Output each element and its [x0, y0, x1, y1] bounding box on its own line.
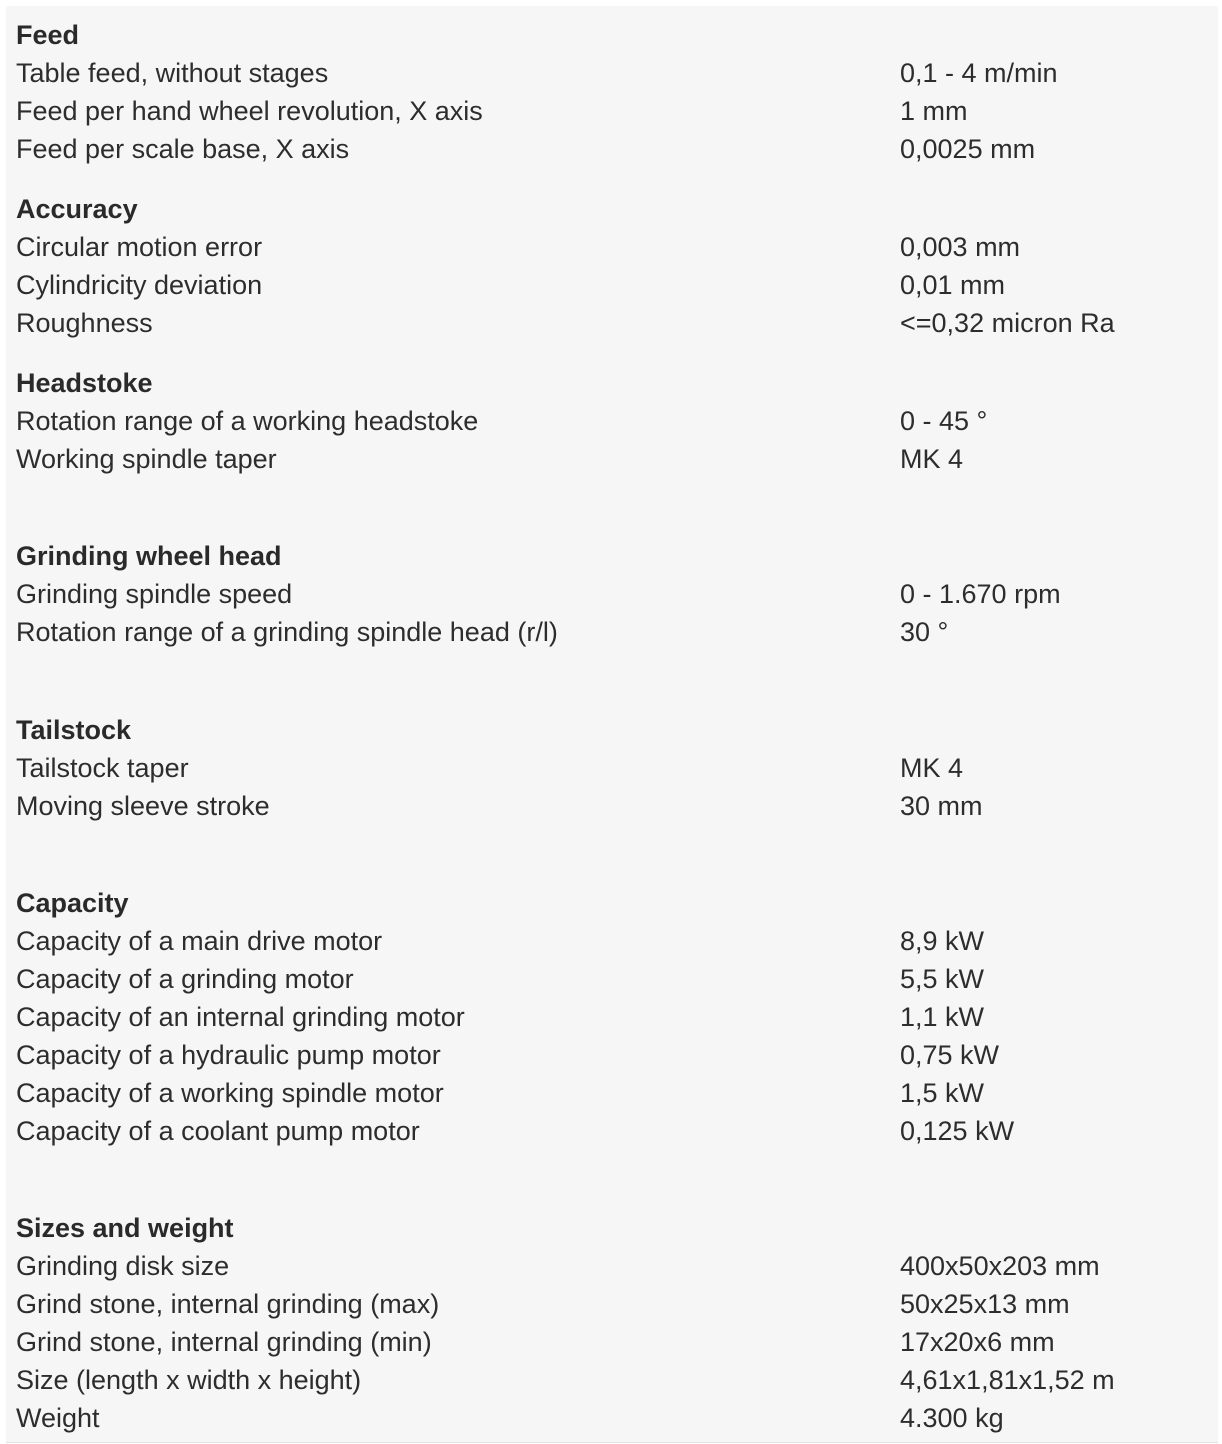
section-title-accuracy: Accuracy: [16, 194, 138, 224]
spec-value: 30 mm: [900, 791, 983, 821]
spec-label: Feed per scale base, X axis: [16, 134, 350, 164]
spec-label: Working spindle taper: [16, 444, 277, 474]
spec-row: [6, 1362, 1218, 1400]
spec-row: [6, 93, 1218, 131]
spec-value: 400x50x203 mm: [900, 1251, 1100, 1281]
spec-panel: [6, 6, 1218, 1443]
spec-value: MK 4: [900, 444, 964, 474]
spec-row: [6, 1113, 1218, 1151]
spec-row: [6, 1286, 1218, 1324]
spec-value: 0,003 mm: [900, 232, 1021, 262]
spec-label: Rotation range of a grinding spindle head (r/l): [16, 617, 558, 647]
spec-value: 17x20x6 mm: [900, 1327, 1055, 1357]
spec-label: Weight: [16, 1403, 100, 1433]
spec-row: [6, 788, 1218, 826]
spec-row: [6, 576, 1218, 614]
spec-row: [6, 614, 1218, 652]
spec-label: Capacity of a coolant pump motor: [16, 1116, 420, 1146]
spec-row: [6, 131, 1218, 169]
spec-label: Roughness: [16, 308, 153, 338]
spec-row: [6, 229, 1218, 267]
spec-value: 8,9 kW: [900, 926, 985, 956]
spec-value: 1 mm: [900, 96, 968, 126]
spec-value: 0,0025 mm: [900, 134, 1036, 164]
spec-value: MK 4: [900, 753, 964, 783]
spec-value: 0 - 45 °: [900, 406, 988, 436]
spec-label: Size (length x width x height): [16, 1365, 362, 1395]
spec-row: [6, 923, 1218, 961]
spec-value: 30 °: [900, 617, 949, 647]
spec-value: 0,75 kW: [900, 1040, 1000, 1070]
spec-value: 0 - 1.670 rpm: [900, 579, 1061, 609]
section-title-tailstock: Tailstock: [16, 715, 132, 745]
spec-label: Capacity of a main drive motor: [16, 926, 383, 956]
section-title-feed: Feed: [16, 20, 80, 50]
spec-label: Grinding disk size: [16, 1251, 230, 1281]
section-title-headstoke: Headstoke: [16, 368, 153, 398]
spec-value: 50x25x13 mm: [900, 1289, 1070, 1319]
spec-label: Grinding spindle speed: [16, 579, 293, 609]
spec-label: Grind stone, internal grinding (min): [16, 1327, 432, 1357]
spec-value: <=0,32 micron Ra: [900, 308, 1115, 338]
spec-row: [6, 1400, 1218, 1438]
section-title-grinding-wheel-head: Grinding wheel head: [16, 541, 282, 571]
spec-label: Capacity of a hydraulic pump motor: [16, 1040, 441, 1070]
spec-label: Moving sleeve stroke: [16, 791, 270, 821]
section-title-sizes-and-weight: Sizes and weight: [16, 1213, 234, 1243]
spec-value: 0,125 kW: [900, 1116, 1015, 1146]
spec-label: Capacity of an internal grinding motor: [16, 1002, 465, 1032]
spec-value: 4,61x1,81x1,52 m: [900, 1365, 1115, 1395]
spec-value: 0,1 - 4 m/min: [900, 58, 1058, 88]
spec-row: [6, 55, 1218, 93]
spec-label: Capacity of a working spindle motor: [16, 1078, 444, 1108]
spec-row: [6, 305, 1218, 343]
spec-row: [6, 403, 1218, 441]
spec-row: [6, 750, 1218, 788]
spec-row: [6, 961, 1218, 999]
spec-row: [6, 1248, 1218, 1286]
spec-label: Tailstock taper: [16, 753, 189, 783]
spec-row: [6, 1075, 1218, 1113]
spec-label: Circular motion error: [16, 232, 263, 262]
section-title-capacity: Capacity: [16, 888, 129, 918]
spec-row: [6, 441, 1218, 479]
spec-label: Rotation range of a working headstoke: [16, 406, 479, 436]
spec-label: Cylindricity deviation: [16, 270, 263, 300]
spec-row: [6, 1037, 1218, 1075]
spec-value: 4.300 kg: [900, 1403, 1004, 1433]
spec-row: [6, 999, 1218, 1037]
spec-label: Table feed, without stages: [16, 58, 329, 88]
spec-value: 1,5 kW: [900, 1078, 985, 1108]
spec-label: Feed per hand wheel revolution, X axis: [16, 96, 483, 126]
spec-value: 0,01 mm: [900, 270, 1006, 300]
spec-value: 5,5 kW: [900, 964, 985, 994]
spec-label: Grind stone, internal grinding (max): [16, 1289, 440, 1319]
spec-value: 1,1 kW: [900, 1002, 985, 1032]
spec-row: [6, 1324, 1218, 1362]
spec-label: Capacity of a grinding motor: [16, 964, 354, 994]
spec-row: [6, 267, 1218, 305]
